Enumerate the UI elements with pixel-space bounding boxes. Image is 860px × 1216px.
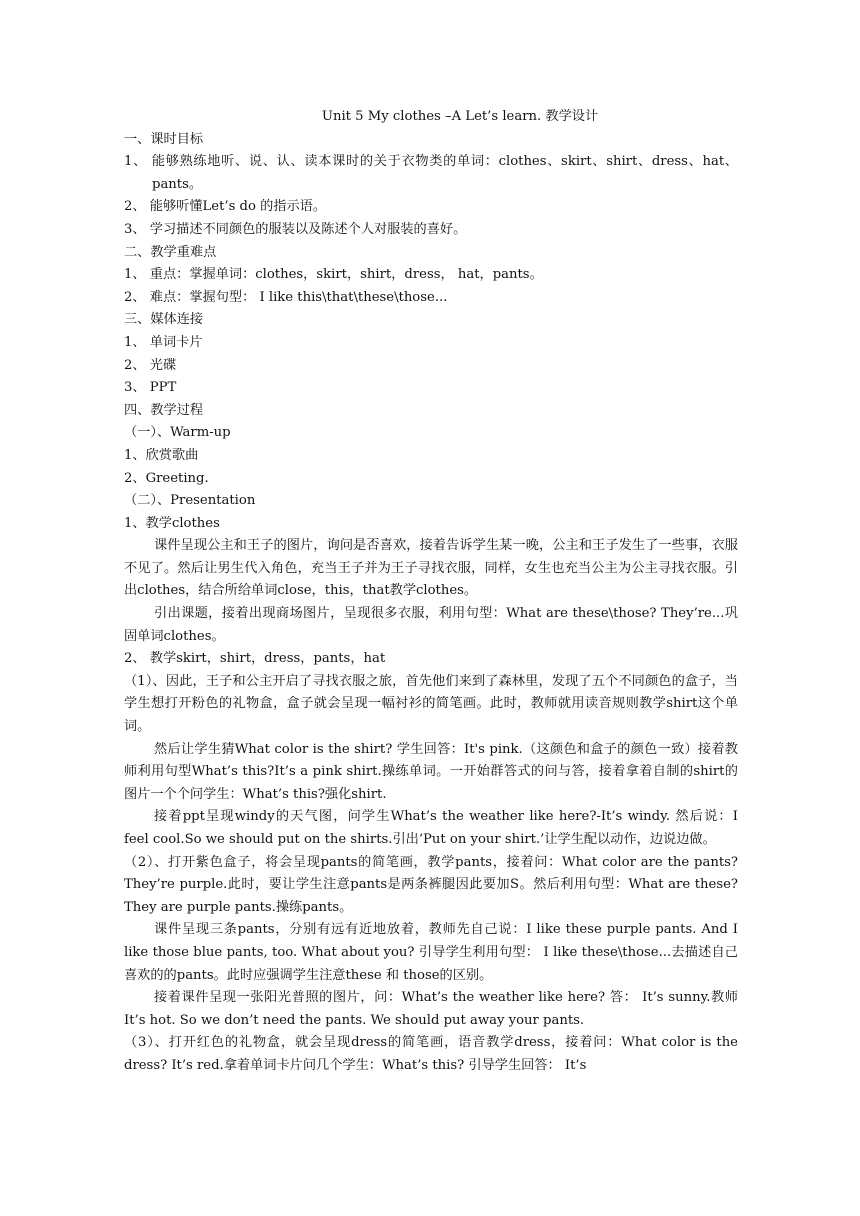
paragraph: 接着ppt呈现windy的天气图，问学生What’s the weather like here?-It’s windy. 然后说：I feel cool.So we should put on the shirts.引出‘Put on your shirt.’让学生配以动作，边说边做。 bbox=[124, 809, 738, 847]
paragraph: 二、教学重难点 bbox=[124, 244, 217, 260]
paragraph: 2、 难点：掌握句型： I like this\that\these\those... bbox=[124, 289, 448, 305]
paragraph: （二）、Presentation bbox=[124, 493, 256, 509]
paragraph: （2）、打开紫色盒子，将会呈现pants的简笔画，教学pants，接着问：What color are the pants? They’re purple.此时，要让学生注意pants是两条裤腿因此要加S。然后利用句型：What are these? They are purple pants.操练pants。 bbox=[124, 854, 738, 915]
paragraph: （1）、因此，王子和公主开启了寻找衣服之旅，首先他们来到了森林里，发现了五个不同颜色的盒子，当学生想打开粉色的礼物盒，盒子就会呈现一幅衬衫的简笔画。此时，教师就用读音规则教学shirt这个单词。 bbox=[124, 673, 738, 735]
document-body bbox=[124, 129, 738, 1078]
paragraph: （3）、打开红色的礼物盒，就会呈现dress的简笔画，语音教学dress，接着问：What color is the dress? It’s red.拿着单词卡片问几个学生：What’s this? 引导学生回答： It’s bbox=[124, 1035, 738, 1073]
paragraph: 课件呈现公主和王子的图片，询问是否喜欢，接着告诉学生某一晚，公主和王子发生了一些事，衣服不见了。然后让男生代入角色，充当王子并为王子寻找衣服，同样，女生也充当公主为公主寻找衣服。引出clothes，结合所给单词close，this，that教学clothes。 bbox=[124, 538, 738, 599]
paragraph: 1、 重点：掌握单词：clothes，skirt，shirt，dress， hat，pants。 bbox=[124, 267, 543, 283]
paragraph: 然后让学生猜What color is the shirt? 学生回答：It's pink.（这颜色和盒子的颜色一致）接着教师利用句型What’s this?It’s a pink shirt.操练单词。一开始群答式的问与答，接着拿着自制的shirt的图片一个个问学生：What’s this?强化shirt. bbox=[124, 741, 738, 802]
paragraph: 1、教学clothes bbox=[124, 515, 220, 531]
paragraph: 1、 能够熟练地听、说、认、读本课时的关于衣物类的单词：clothes、skirt、shirt、dress、hat、pants。 bbox=[124, 154, 738, 192]
paragraph: 3、 学习描述不同颜色的服装以及陈述个人对服装的喜好。 bbox=[124, 221, 467, 237]
paragraph: 接着课件呈现一张阳光普照的图片，问：What’s the weather like here? 答： It’s sunny.教师It’s hot. So we don’t need the pants. We should put away your pants. bbox=[124, 990, 738, 1028]
document-page bbox=[124, 106, 738, 1078]
paragraph: 四、教学过程 bbox=[124, 402, 204, 418]
paragraph: 1、 单词卡片 bbox=[124, 334, 203, 350]
paragraph: （一）、Warm-up bbox=[124, 425, 231, 441]
paragraph: 1、欣赏歌曲 bbox=[124, 447, 199, 463]
paragraph: 2、 教学skirt，shirt，dress，pants，hat bbox=[124, 651, 386, 667]
document-title: Unit 5 My clothes –A Let’s learn. 教学设计 bbox=[321, 109, 599, 124]
paragraph: 2、 光碟 bbox=[124, 357, 177, 373]
paragraph: 2、 能够听懂Let’s do 的指示语。 bbox=[124, 199, 327, 215]
paragraph: 一、课时目标 bbox=[124, 131, 204, 147]
paragraph: 2、Greeting. bbox=[124, 470, 209, 486]
paragraph: 课件呈现三条pants，分别有远有近地放着，教师先自己说：I like these purple pants. And I like those blue pants, too. What about you? 引导学生利用句型： I like these\those...去描述自己喜欢的的pants。此时应强调学生注意these 和 those的区别。 bbox=[124, 922, 738, 983]
paragraph: 3、 PPT bbox=[124, 380, 177, 396]
paragraph: 三、媒体连接 bbox=[124, 312, 204, 328]
paragraph: 引出课题，接着出现商场图片，呈现很多衣服，利用句型：What are these\those? They’re...巩固单词clothes。 bbox=[124, 606, 738, 644]
